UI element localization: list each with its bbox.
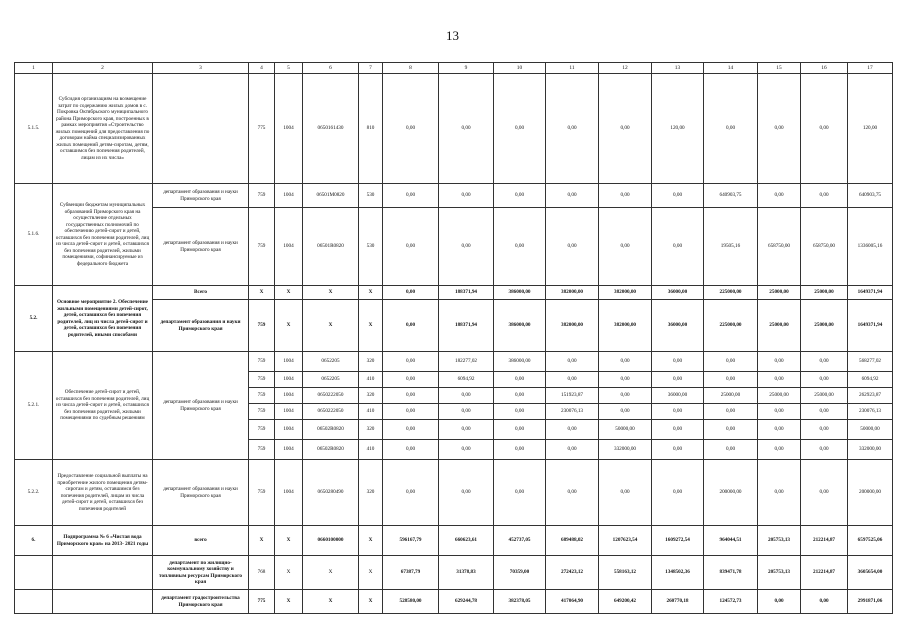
table-cell: 775 [249,74,275,184]
table-cell: 0,00 [758,590,801,614]
header-row [15,63,893,74]
table-cell: 0,00 [494,460,546,526]
table-cell: 0,00 [801,440,848,460]
table-row [15,526,893,556]
table-cell: 320 [359,420,383,440]
table-cell: 0650222050 [303,388,359,404]
table-cell: 386000,00 [494,352,546,372]
budget-table [14,62,893,614]
table-cell: 0652205 [303,352,359,372]
table-cell: 0,00 [439,388,494,404]
table-cell: 0,00 [704,352,758,372]
table-cell: 0650222050 [303,404,359,420]
table-cell: 1004 [275,208,303,286]
table-cell: X [275,556,303,590]
table-cell: 70359,00 [494,556,546,590]
table-cell: 332000,00 [599,440,652,460]
table-cell: 06501М0820 [303,184,359,208]
table-cell: 225000,00 [704,300,758,352]
row-number: 5.1.6. [15,184,53,286]
table-cell: 67387,79 [383,556,439,590]
table-cell: 528580,00 [383,590,439,614]
table-cell: 260770,18 [652,590,704,614]
table-cell: 759 [249,460,275,526]
table-cell: 188371,94 [439,286,494,300]
table-cell: 0,00 [546,352,599,372]
table-cell: 0,00 [383,372,439,388]
row-executor: департамент образования и науки Приморского края [153,184,249,208]
row-description [53,590,153,614]
table-cell: 0,00 [758,74,801,184]
table-cell: 1004 [275,388,303,404]
table-cell: 1004 [275,74,303,184]
header-cell: 7 [359,63,383,74]
table-cell: 417064,90 [546,590,599,614]
table-cell: 06502R0820 [303,440,359,460]
table-cell: 759 [249,404,275,420]
table-cell: 0,00 [652,372,704,388]
table-cell: 230076,13 [546,404,599,420]
table-cell: 212214,87 [801,556,848,590]
table-row [15,74,893,184]
table-cell: 1004 [275,352,303,372]
table-cell: 25000,00 [801,388,848,404]
table-cell: 1649371,94 [848,286,893,300]
table-cell: 0,00 [758,440,801,460]
table-row [15,590,893,614]
header-cell: 17 [848,63,893,74]
table-cell: 0,00 [383,352,439,372]
row-description: Обеспечение детей-сирот и детей, оставшихся без попечения родителей, лиц из числа детей-сирот и детей, оставшихся без попечения родителей, жилыми помещениями по судебным решениям [53,352,153,460]
table-cell: 25000,00 [704,388,758,404]
header-cell: 14 [704,63,758,74]
table-cell: 558163,12 [599,556,652,590]
table-cell: 1004 [275,372,303,388]
table-cell: 0650161430 [303,74,359,184]
table-cell: 0,00 [439,420,494,440]
header-cell: 5 [275,63,303,74]
table-row [15,352,893,372]
table-cell: 6094,92 [439,372,494,388]
table-cell: 0,00 [494,420,546,440]
table-cell: 775 [249,590,275,614]
table-cell: 3605654,00 [848,556,893,590]
table-cell: 0,00 [801,74,848,184]
table-cell: 640903,75 [704,184,758,208]
table-cell: 0,00 [652,440,704,460]
table-cell: X [359,590,383,614]
table-cell: 0650280490 [303,460,359,526]
table-cell: 759 [249,388,275,404]
row-executor: департамент градостроительства Приморского края [153,590,249,614]
header-cell: 16 [801,63,848,74]
row-description: Подпрограмма № 6 «Чистая вода Приморского края» на 2013- 2021 годы [53,526,153,556]
table-cell: X [275,590,303,614]
table-cell: 382000,00 [599,300,652,352]
table-cell: 25000,00 [801,300,848,352]
row-description: Субвенции бюджетам муниципальных образований Приморского края на осуществление отдельных государственных полномочий по обеспечению детей-сирот и детей, оставшихся без попечения родителей, лиц из числа детей-сирот и детей, оставшихся без попечения родителей, жилыми помещениями, софинансируемые из федерального бюджета [53,184,153,286]
table-cell: 382000,00 [546,300,599,352]
table-cell: 0,00 [801,372,848,388]
table-cell: X [303,590,359,614]
table-cell: 660623,61 [439,526,494,556]
table-row [15,286,893,300]
table-cell: 0,00 [494,184,546,208]
table-cell: 0,00 [439,404,494,420]
table-cell: 0,00 [704,440,758,460]
table-row [15,184,893,208]
row-executor: Всего [153,286,249,300]
table-cell: 759 [249,372,275,388]
row-number: 6. [15,526,53,556]
table-cell: 0,00 [704,372,758,388]
table-cell: 1207623,54 [599,526,652,556]
table-cell: 382378,05 [494,590,546,614]
row-executor: департамент образования и науки Приморского края [153,208,249,286]
row-description: Предоставление социальной выплаты на приобретение жилого помещения детям-сиротам и детям, оставшимся без попечения родителей, лицам из числа детей-сирот и детей, оставшихся без попечения родителей [53,460,153,526]
table-cell: 0,00 [494,440,546,460]
row-executor: департамент по жилищно-коммунальному хозяйству и топливным ресурсам Приморского края [153,556,249,590]
table-cell: 568277,02 [848,352,893,372]
table-row [15,556,893,590]
table-cell: 1004 [275,404,303,420]
table-cell: 320 [359,388,383,404]
table-cell: 0,00 [599,388,652,404]
header-cell: 12 [599,63,652,74]
table-cell: 810 [359,74,383,184]
table-cell: 0,00 [758,460,801,526]
table-cell: X [275,526,303,556]
row-description: Основное мероприятие 2. Обеспечение жильными помещениями детей-сирот, детей, оставшихся без попечения родителей, лиц из числа детей-сирот и детей, оставшихся без попечения родителей, иными способами [53,286,153,352]
page-number: 13 [446,28,459,43]
row-executor: всего [153,526,249,556]
table-cell: 36000,00 [652,286,704,300]
header-cell: 8 [383,63,439,74]
header-cell: 6 [303,63,359,74]
table-cell: 839471,78 [704,556,758,590]
table-cell: 410 [359,440,383,460]
table-cell: 0,00 [758,420,801,440]
row-executor: департамент образования и науки Приморского края [153,300,249,352]
table-cell: 0,00 [652,420,704,440]
table-cell: 386000,00 [494,300,546,352]
table-cell: X [275,286,303,300]
row-number: 5.2.2. [15,460,53,526]
table-cell: 0652205 [303,372,359,388]
table-cell: 50000,00 [599,420,652,440]
table-cell: 649200,42 [599,590,652,614]
table-cell: 0,00 [652,184,704,208]
table-cell: 1348502,36 [652,556,704,590]
table-cell: 06502R0820 [303,420,359,440]
table-cell: 0,00 [599,352,652,372]
table-cell: 0,00 [599,208,652,286]
table-cell: 205753,13 [758,526,801,556]
table-cell: 382000,00 [599,286,652,300]
table-cell: 25000,00 [801,286,848,300]
header-cell: 10 [494,63,546,74]
table-cell: 0,00 [599,372,652,388]
table-cell: 0,00 [546,184,599,208]
table-cell: 0,00 [383,74,439,184]
row-number [15,556,53,590]
table-cell: X [359,300,383,352]
table-cell: 0,00 [494,388,546,404]
table-cell: 0,00 [801,352,848,372]
table-cell: 0,00 [439,74,494,184]
table-cell: 6094,92 [848,372,893,388]
table-cell: 25000,00 [758,300,801,352]
table-cell: 200000,00 [704,460,758,526]
table-cell: 640903,75 [848,184,893,208]
table-cell: 452737,05 [494,526,546,556]
table-cell: 0,00 [546,420,599,440]
table-cell: 759 [249,184,275,208]
table-cell: 50000,00 [848,420,893,440]
table-cell: X [249,526,275,556]
table-cell: 0,00 [383,404,439,420]
table-cell: 0,00 [383,184,439,208]
table-cell: 0,00 [599,460,652,526]
table-cell: X [303,556,359,590]
row-description: Субсидия организациям на возмещение затрат по содержанию жилых домов в с. Покровка Октябрьского муниципального района Приморского края, построенных в рамках мероприятия «Строительство жилых помещений для предоставления по договорам найма специализированных жилых помещений детям-сиротам, детям, оставшимся без попечения родителей, лицам из их числа» [53,74,153,184]
table-cell: 0,00 [439,440,494,460]
table-cell: 0,00 [546,372,599,388]
table-cell: 1336005,16 [848,208,893,286]
table-cell: 124572,73 [704,590,758,614]
table-cell: 759 [249,420,275,440]
table-cell: 0,00 [494,404,546,420]
table-cell: 188371,94 [439,300,494,352]
table-cell: X [275,300,303,352]
header-cell: 11 [546,63,599,74]
table-cell: 205753,13 [758,556,801,590]
table-cell: 0,00 [758,184,801,208]
row-number [15,590,53,614]
table-cell: 658750,00 [758,208,801,286]
table-cell: 689488,02 [546,526,599,556]
table-cell: 0,00 [758,404,801,420]
table-cell: 1649371,94 [848,300,893,352]
table-cell: 1004 [275,440,303,460]
table-cell: 0,00 [383,208,439,286]
table-cell: 25000,00 [758,286,801,300]
table-cell: 0,00 [439,208,494,286]
table-cell: 0,00 [439,184,494,208]
header-cell: 4 [249,63,275,74]
table-cell: 182277,02 [439,352,494,372]
table-cell: 0,00 [383,286,439,300]
table-cell: 0,00 [801,404,848,420]
row-executor: департамент образования и науки Приморского края [153,460,249,526]
table-cell: 0,00 [599,74,652,184]
table-cell: 06501R0820 [303,208,359,286]
table-cell: 0,00 [652,460,704,526]
table-cell: 1004 [275,460,303,526]
table-cell: X [359,556,383,590]
table-cell: 31378,83 [439,556,494,590]
table-cell: 0,00 [801,184,848,208]
table-cell: X [359,526,383,556]
header-cell: 3 [153,63,249,74]
table-cell: 0,00 [383,460,439,526]
table-cell: 320 [359,460,383,526]
table-cell: 0,00 [599,404,652,420]
row-executor [153,74,249,184]
table-cell: 768 [249,556,275,590]
table-cell: 120,00 [652,74,704,184]
table-cell: 759 [249,208,275,286]
table-cell: 0,00 [758,372,801,388]
table-cell: 36000,00 [652,300,704,352]
table-cell: 0,00 [801,460,848,526]
table-cell: 0,00 [758,352,801,372]
table-cell: 0,00 [383,300,439,352]
table-cell: 230076,13 [848,404,893,420]
table-cell: 1004 [275,420,303,440]
table-cell: X [303,286,359,300]
table-cell: 36000,00 [652,388,704,404]
table-cell: 272423,12 [546,556,599,590]
table-cell: 1609272,54 [652,526,704,556]
row-description [53,556,153,590]
table-cell: 386000,00 [494,286,546,300]
table-cell: 332000,00 [848,440,893,460]
table-cell: 0,00 [494,74,546,184]
table-cell: 410 [359,404,383,420]
table-cell: X [303,300,359,352]
table-cell: 200000,00 [848,460,893,526]
table-cell: 25000,00 [758,388,801,404]
row-executor: департамент образования и науки Приморского края [153,352,249,460]
table-cell: 212214,87 [801,526,848,556]
header-cell: 13 [652,63,704,74]
table-cell: 0,00 [546,460,599,526]
table-cell: 0,00 [704,74,758,184]
table-row [15,460,893,526]
header-cell: 15 [758,63,801,74]
table-cell: 225000,00 [704,286,758,300]
table-cell: 759 [249,440,275,460]
table-cell: 530 [359,184,383,208]
table-cell: 0,00 [652,208,704,286]
table-cell: 151923,87 [546,388,599,404]
row-number: 5.1.5. [15,74,53,184]
table-cell: 0,00 [383,388,439,404]
table-cell: 0,00 [652,404,704,420]
table-cell: 0,00 [383,440,439,460]
table-cell: 320 [359,352,383,372]
header-cell: 1 [15,63,53,74]
table-cell: 629244,78 [439,590,494,614]
table-cell: 0,00 [546,208,599,286]
table-cell: X [249,286,275,300]
header-cell: 9 [439,63,494,74]
table-cell: 0,00 [494,372,546,388]
table-cell: 382000,00 [546,286,599,300]
table-cell: X [359,286,383,300]
table-cell: 596167,79 [383,526,439,556]
table-cell: 530 [359,208,383,286]
table-cell: 262923,87 [848,388,893,404]
table-cell: 0,00 [546,74,599,184]
table-cell: 1004 [275,184,303,208]
header-cell: 2 [53,63,153,74]
table-cell: 759 [249,300,275,352]
table-cell: 6597525,06 [848,526,893,556]
table-cell: 0,00 [801,420,848,440]
table-cell: 964044,51 [704,526,758,556]
table-cell: 0,00 [383,420,439,440]
table-cell: 0,00 [652,352,704,372]
table-cell: 0,00 [546,440,599,460]
table-cell: 0660100000 [303,526,359,556]
table-cell: 0,00 [439,460,494,526]
table-cell: 19505,16 [704,208,758,286]
table-cell: 0,00 [704,420,758,440]
row-number: 5.2.1. [15,352,53,460]
table-cell: 120,00 [848,74,893,184]
table-cell: 759 [249,352,275,372]
table-cell: 0,00 [704,404,758,420]
row-number: 5.2. [15,286,53,352]
table-cell: 0,00 [801,590,848,614]
table-cell: 0,00 [599,184,652,208]
table-cell: 658750,00 [801,208,848,286]
table-cell: 410 [359,372,383,388]
table-cell: 2991871,06 [848,590,893,614]
table-cell: 0,00 [494,208,546,286]
